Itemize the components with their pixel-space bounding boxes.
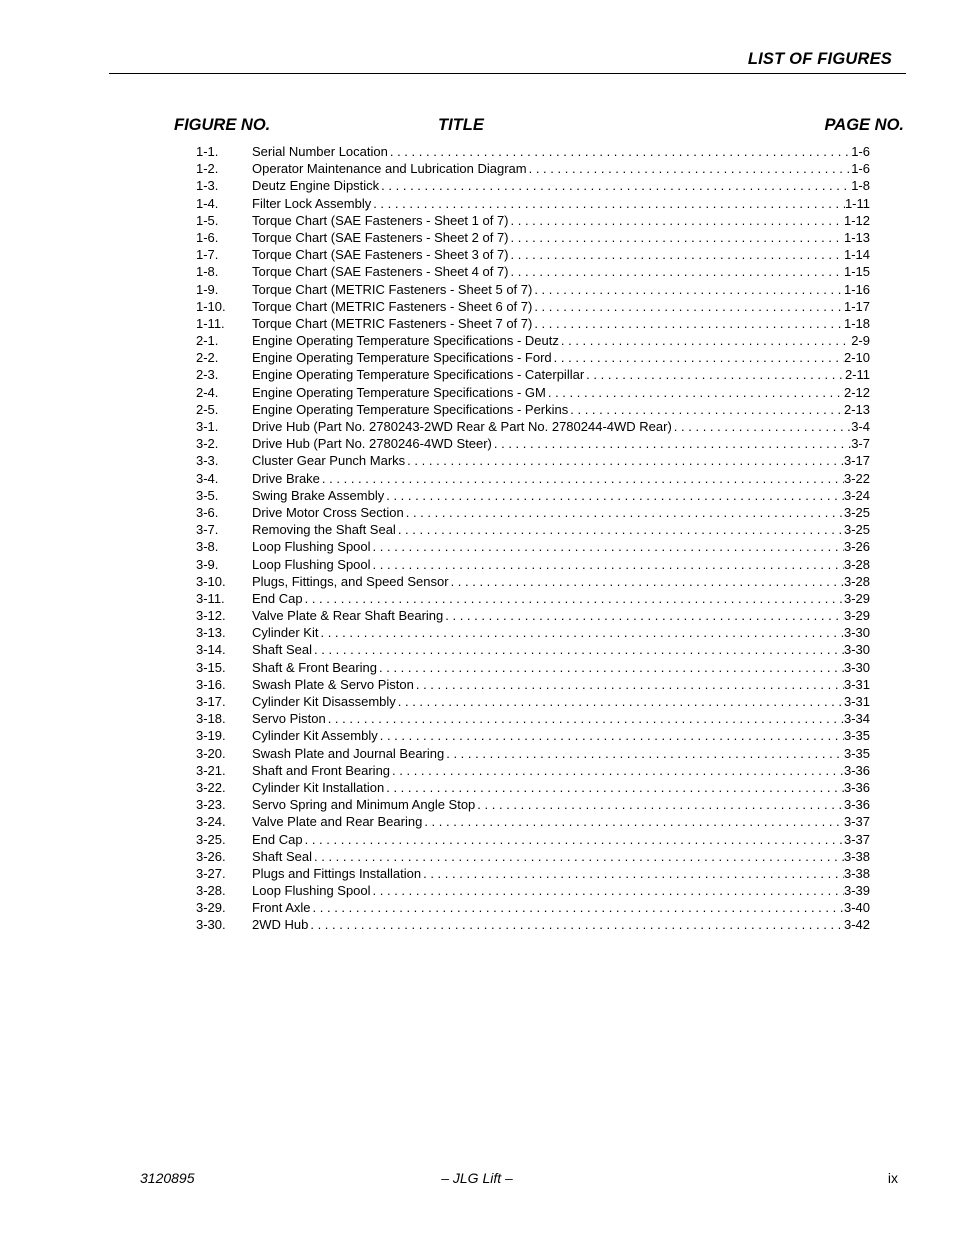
dot-leader <box>532 298 844 315</box>
list-item <box>196 177 870 194</box>
figure-title: Plugs and Fittings Installation <box>252 865 422 881</box>
figure-page: 3-30 <box>843 659 870 675</box>
figure-number: 1-3. <box>196 178 219 194</box>
dot-leader <box>509 229 844 246</box>
dot-leader <box>404 504 844 521</box>
figure-page: 3-26 <box>843 539 870 555</box>
figure-number: 3-28. <box>196 883 226 899</box>
dot-leader <box>308 916 844 933</box>
figure-page: 2-13 <box>843 401 870 417</box>
figure-title: Drive Hub (Part No. 2780243-2WD Rear & Part No. 2780244-4WD Rear) <box>252 419 672 434</box>
figure-page: 1-11 <box>844 195 870 211</box>
dot-leader <box>390 762 844 779</box>
figure-number: 3-13. <box>196 625 226 641</box>
figure-page: 3-40 <box>843 900 870 916</box>
list-item <box>196 538 870 555</box>
figure-page: 1-16 <box>843 281 870 297</box>
list-item <box>196 659 870 676</box>
list-item <box>196 710 870 727</box>
dot-leader <box>384 487 844 504</box>
figure-page: 1-13 <box>843 229 870 245</box>
figure-number: 3-23. <box>196 797 226 813</box>
figure-number: 3-6. <box>196 504 219 520</box>
dot-leader <box>672 418 851 435</box>
figure-number: 1-4. <box>196 195 219 211</box>
dot-leader <box>532 281 844 298</box>
figure-title: Engine Operating Temperature Specifications - GM <box>252 384 546 400</box>
figure-title: Shaft & Front Bearing <box>252 659 378 675</box>
figure-page: 3-37 <box>843 814 870 830</box>
figure-page: 3-38 <box>843 865 870 881</box>
list-item <box>196 418 870 435</box>
figure-page: 1-8 <box>851 178 870 194</box>
list-item <box>196 470 870 487</box>
figure-page: 3-36 <box>843 797 870 813</box>
figure-title: Torque Chart (METRIC Fasteners - Sheet 6 of 7) <box>252 298 533 314</box>
dot-leader <box>377 659 844 676</box>
dot-leader <box>396 693 844 710</box>
figure-number: 2-5. <box>196 401 219 417</box>
list-item <box>196 504 870 521</box>
figure-number: 2-3. <box>196 367 219 383</box>
figure-page: 2-12 <box>843 384 870 400</box>
dot-leader <box>421 865 844 882</box>
figure-title: Drive Motor Cross Section <box>252 504 404 520</box>
figure-title: End Cap <box>252 831 303 847</box>
dot-leader <box>492 435 851 452</box>
dot-leader <box>546 384 844 401</box>
figure-number: 2-4. <box>196 384 219 400</box>
list-item <box>196 676 870 693</box>
figure-page: 3-28 <box>843 556 870 572</box>
figure-title: Servo Spring and Minimum Angle Stop <box>252 797 476 813</box>
figure-title: Valve Plate and Rear Bearing <box>252 814 423 830</box>
figure-title: Cylinder Kit Installation <box>252 779 385 795</box>
figure-page: 1-12 <box>843 212 870 228</box>
figure-title: Serial Number Location <box>252 144 388 159</box>
list-item <box>196 229 870 246</box>
page-title: LIST OF FIGURES <box>747 50 892 68</box>
dot-leader <box>509 212 844 229</box>
figure-title: Drive Brake <box>252 470 320 486</box>
dot-leader <box>414 676 844 693</box>
figure-page: 3-17 <box>843 453 870 469</box>
figure-title: End Cap <box>252 590 303 606</box>
figure-number: 3-22. <box>196 779 226 795</box>
figure-page: 3-36 <box>843 779 870 795</box>
column-header-title: TITLE <box>438 116 484 134</box>
figure-page: 3-39 <box>843 883 870 899</box>
figure-title: Loop Flushing Spool <box>252 883 371 899</box>
list-item <box>196 573 870 590</box>
dot-leader <box>405 452 844 469</box>
figure-title: Swash Plate and Journal Bearing <box>252 745 445 761</box>
figure-page: 3-25 <box>843 504 870 520</box>
figure-page: 3-34 <box>843 711 870 727</box>
dot-leader <box>312 848 844 865</box>
dot-leader <box>527 160 852 177</box>
dot-leader <box>312 641 844 658</box>
figure-number: 1-8. <box>196 264 219 280</box>
figure-number: 3-16. <box>196 676 226 692</box>
figure-title: Drive Hub (Part No. 2780246-4WD Steer) <box>252 436 492 452</box>
figure-number: 3-5. <box>196 487 219 503</box>
figure-title: Swing Brake Assembly <box>252 487 385 503</box>
figure-page: 3-36 <box>843 762 870 778</box>
figure-title: Filter Lock Assembly <box>252 195 372 211</box>
list-item <box>196 590 870 607</box>
dot-leader <box>311 899 844 916</box>
figure-page: 1-6 <box>851 144 870 159</box>
list-item <box>196 556 870 573</box>
figure-title: Operator Maintenance and Lubrication Diagram <box>252 161 527 177</box>
list-item <box>196 727 870 744</box>
figure-number: 3-24. <box>196 814 226 830</box>
figure-number: 3-17. <box>196 694 226 709</box>
figure-title: Removing the Shaft Seal <box>252 522 396 538</box>
list-item <box>196 332 870 349</box>
figure-number: 1-7. <box>196 247 219 263</box>
figure-number: 1-2. <box>196 161 219 177</box>
list-item <box>196 796 870 813</box>
figure-number: 3-15. <box>196 659 226 675</box>
list-item <box>196 349 870 366</box>
dot-leader <box>388 143 851 160</box>
figure-title: Cluster Gear Punch Marks <box>252 453 406 469</box>
figure-number: 3-30. <box>196 917 226 933</box>
figure-title: Shaft Seal <box>252 642 312 658</box>
list-item <box>196 384 870 401</box>
figure-number: 1-6. <box>196 229 219 245</box>
list-item <box>196 916 870 933</box>
figure-number: 3-3. <box>196 453 219 469</box>
figure-number: 3-11. <box>196 590 225 606</box>
figure-number: 3-10. <box>196 573 226 589</box>
dot-leader <box>444 745 844 762</box>
dot-leader <box>371 195 845 212</box>
figure-number: 3-25. <box>196 831 226 847</box>
figure-title: Loop Flushing Spool <box>252 556 371 572</box>
figure-number: 1-1. <box>196 144 219 159</box>
footer-center-text: – JLG Lift – <box>441 1170 513 1186</box>
dot-leader <box>371 882 844 899</box>
dot-leader <box>532 315 844 332</box>
dot-leader <box>378 727 844 744</box>
figure-page: 3-25 <box>843 522 870 538</box>
figure-list <box>196 143 870 934</box>
list-item <box>196 848 870 865</box>
figure-number: 3-8. <box>196 539 219 555</box>
dot-leader <box>449 573 844 590</box>
list-item <box>196 693 870 710</box>
list-item <box>196 521 870 538</box>
column-header-page-no: PAGE NO. <box>824 116 904 134</box>
dot-leader <box>475 796 844 813</box>
figure-page: 3-31 <box>843 694 870 709</box>
list-item <box>196 762 870 779</box>
figure-number: 1-10. <box>196 298 226 314</box>
figure-title: Servo Piston <box>252 711 326 727</box>
figure-title: Cylinder Kit Assembly <box>252 728 378 744</box>
figure-title: Engine Operating Temperature Specifications - Perkins <box>252 401 569 417</box>
figure-page: 3-4 <box>851 419 870 434</box>
list-item <box>196 882 870 899</box>
footer-document-number: 3120895 <box>140 1170 195 1186</box>
dot-leader <box>509 246 844 263</box>
figure-title: Engine Operating Temperature Specifications - Ford <box>252 350 552 366</box>
figure-page: 3-7 <box>851 436 870 452</box>
figure-title: Torque Chart (SAE Fasteners - Sheet 4 of 7) <box>252 264 509 280</box>
figure-page: 3-22 <box>843 470 870 486</box>
figure-number: 1-9. <box>196 281 219 297</box>
dot-leader <box>559 332 851 349</box>
list-item <box>196 401 870 418</box>
figure-title: Torque Chart (METRIC Fasteners - Sheet 7 of 7) <box>252 315 533 331</box>
figure-number: 2-2. <box>196 350 219 366</box>
figure-number: 3-2. <box>196 436 219 452</box>
list-item <box>196 366 870 383</box>
figure-page: 3-30 <box>843 625 870 641</box>
dot-leader <box>422 813 844 830</box>
figure-page: 3-29 <box>843 590 870 606</box>
figure-page: 1-17 <box>843 298 870 314</box>
figure-page: 3-24 <box>843 487 870 503</box>
figure-number: 3-29. <box>196 900 226 916</box>
figure-page: 2-10 <box>843 350 870 366</box>
figure-number: 3-20. <box>196 745 226 761</box>
figure-number: 3-18. <box>196 711 226 727</box>
figure-title: Front Axle <box>252 900 311 916</box>
dot-leader <box>303 831 844 848</box>
dot-leader <box>318 624 844 641</box>
dot-leader <box>443 607 844 624</box>
figure-page: 3-35 <box>843 728 870 744</box>
figure-number: 3-27. <box>196 865 226 881</box>
figure-page: 1-14 <box>843 247 870 263</box>
dot-leader <box>379 177 851 194</box>
dot-leader <box>552 349 844 366</box>
list-item <box>196 899 870 916</box>
dot-leader <box>303 590 844 607</box>
figure-page: 3-35 <box>843 745 870 761</box>
figure-title: Torque Chart (SAE Fasteners - Sheet 3 of 7) <box>252 247 509 263</box>
list-item <box>196 865 870 882</box>
figure-number: 3-9. <box>196 556 219 572</box>
list-item <box>196 246 870 263</box>
figure-title: Torque Chart (SAE Fasteners - Sheet 1 of 7) <box>252 212 509 228</box>
list-item <box>196 263 870 280</box>
dot-leader <box>396 521 844 538</box>
dot-leader <box>326 710 844 727</box>
list-item <box>196 281 870 298</box>
list-item <box>196 831 870 848</box>
figure-page: 1-18 <box>843 315 870 331</box>
dot-leader <box>320 470 844 487</box>
dot-leader <box>371 556 844 573</box>
list-item <box>196 607 870 624</box>
figure-page: 2-9 <box>851 333 870 349</box>
column-header-figure-no: FIGURE NO. <box>174 116 271 134</box>
header-rule <box>109 73 906 74</box>
figure-title: Cylinder Kit Disassembly <box>252 694 396 709</box>
figure-number: 3-19. <box>196 728 226 744</box>
figure-page: 3-31 <box>843 676 870 692</box>
list-item <box>196 487 870 504</box>
list-item <box>196 435 870 452</box>
figure-page: 3-30 <box>843 642 870 658</box>
dot-leader <box>371 538 844 555</box>
figure-number: 1-5. <box>196 212 219 228</box>
figure-number: 1-11. <box>196 315 225 331</box>
figure-page: 3-29 <box>843 608 870 624</box>
figure-number: 3-14. <box>196 642 226 658</box>
figure-page: 1-15 <box>843 264 870 280</box>
figure-number: 3-12. <box>196 608 226 624</box>
list-item <box>196 143 870 160</box>
figure-number: 3-26. <box>196 848 226 864</box>
figure-title: Plugs, Fittings, and Speed Sensor <box>252 573 449 589</box>
dot-leader <box>384 779 844 796</box>
list-item <box>196 212 870 229</box>
list-item <box>196 160 870 177</box>
figure-title: Engine Operating Temperature Specifications - Deutz <box>252 333 559 349</box>
figure-title: Torque Chart (METRIC Fasteners - Sheet 5 of 7) <box>252 281 533 297</box>
figure-page: 3-42 <box>843 917 870 933</box>
figure-number: 3-4. <box>196 470 219 486</box>
dot-leader <box>568 401 844 418</box>
figure-title: Loop Flushing Spool <box>252 539 371 555</box>
list-item <box>196 195 870 212</box>
figure-title: Shaft and Front Bearing <box>252 762 391 778</box>
dot-leader <box>509 263 844 280</box>
list-item <box>196 315 870 332</box>
figure-number: 3-21. <box>196 762 226 778</box>
figure-page: 2-11 <box>844 367 870 383</box>
figure-page: 3-38 <box>843 848 870 864</box>
list-item <box>196 624 870 641</box>
figure-title: Shaft Seal <box>252 848 312 864</box>
figure-title: 2WD Hub <box>252 917 309 933</box>
figure-page: 3-37 <box>843 831 870 847</box>
figure-title: Valve Plate & Rear Shaft Bearing <box>252 608 444 624</box>
list-item <box>196 452 870 469</box>
list-item <box>196 779 870 796</box>
figure-number: 3-1. <box>196 419 219 434</box>
figure-page: 1-6 <box>851 161 870 177</box>
footer-page-number: ix <box>887 1170 898 1186</box>
figure-title: Engine Operating Temperature Specifications - Caterpillar <box>252 367 585 383</box>
dot-leader <box>584 366 845 383</box>
figure-number: 2-1. <box>196 333 219 349</box>
figure-number: 3-7. <box>196 522 219 538</box>
list-item <box>196 813 870 830</box>
figure-title: Torque Chart (SAE Fasteners - Sheet 2 of 7) <box>252 229 509 245</box>
figure-title: Cylinder Kit <box>252 625 319 641</box>
list-item <box>196 298 870 315</box>
list-item <box>196 745 870 762</box>
list-item <box>196 641 870 658</box>
figure-title: Swash Plate & Servo Piston <box>252 676 414 692</box>
figure-title: Deutz Engine Dipstick <box>252 178 380 194</box>
figure-page: 3-28 <box>843 573 870 589</box>
